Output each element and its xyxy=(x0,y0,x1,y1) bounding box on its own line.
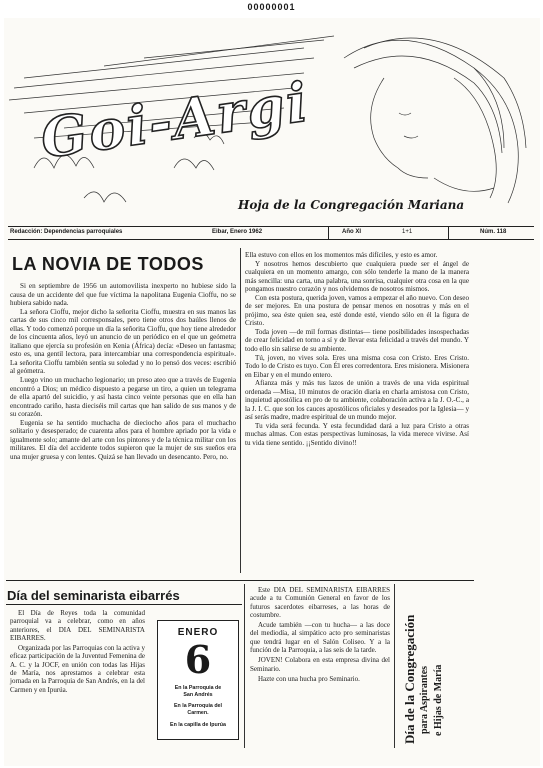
year-label: Año XI xyxy=(342,229,361,235)
column-divider xyxy=(394,584,395,748)
date-box xyxy=(157,620,239,740)
paragraph: Tu vida será fecunda. Y esta fecundidad dará a luz para Cristo a otras muchas almas. Con estas perspectivas luminosas, la vida merece vivirse. Así tu vida tiene sentido. ¡¡Sentido divino!! xyxy=(245,421,469,448)
article-column-2 xyxy=(245,251,469,448)
date-box-month: ENERO xyxy=(177,627,219,638)
date-box-line: En la Parroquia del xyxy=(174,703,222,709)
paragraph: Toda joven —de mil formas distintas— tiene posibilidades insospechadas de crear felicidad en torno a sí y de llevar esta felicidad a través del mundo. Y todo ello sin salirse de su ambiente. xyxy=(245,327,469,354)
paragraph: La señora Cioffu, mejor dicho la señorita Cioffu, muestra en sus manos las cartas de sus cinco mil corresponsales, pero tiene otros dos baúles llenos de ellas. Y todo comenzó porque un día la señorita Cioffu, que hoy tiene alrededor de los cincuenta años, leyó un anuncio de un periódico en el que un geómetra italiano que ejercía su profesión en Kenia (África) decía: «Deseo un fantasma; esto es, una gentil lectora, para intercambiar una correspondencia espiritual». La señorita Cioffu también sentía su soledad y no lo pensó dos veces: escribió al geómetra. xyxy=(10,307,236,376)
paragraph: Y nosotros hemos descubierto que cualquiera puede ser el ángel de cualquiera en un momento amargo, con sólo tenderle la mano de la manera más sencilla: una carta, una palabra, una sonrisa, cualquier otra cosa en la que pongamos nuestro corazón y nos olvidemos de nosotros mismos. xyxy=(245,259,469,294)
seminarista-column-1 xyxy=(10,609,145,696)
title-underline xyxy=(6,604,242,605)
paragraph: Tú, joven, no vives sola. Eres una misma cosa con Cristo. Eres Cristo. Todo lo de Cristo es tuyo. Con Él eres corredentora. Eres misionera. Misionera en Eibar y en el mundo entero. xyxy=(245,353,469,379)
date-box-line: Carmen. xyxy=(187,710,209,716)
date-box-line: San Andrés xyxy=(183,692,213,698)
info-separator xyxy=(448,227,449,239)
info-mark: 1+1 xyxy=(402,229,413,235)
paragraph: Afianza más y más tus lazos de unión a través de una vida espiritual ordenada —Misa, 10 minutos de oración diaria en charla amistosa con Cristo, inquietud apostólica en pro de tu ambiente, colaboración activa a la J. O.-C., a la J. I. C. que son los cauces apostólicos oficiales y deseados por la Iglesia— y así serás madre, madre espiritual de un mundo mejor. xyxy=(245,379,469,422)
paragraph: Acude también —con tu hucha— a las doce del mediodía, al simpático acto pro seminaristas que tendrá lugar en el Salón Coliseo. Y a la función de la Parroquia, a las seis de la tarde. xyxy=(250,621,390,655)
paragraph: Ella estuvo con ellos en los momentos más difíciles, y esto es amor. xyxy=(245,251,438,259)
paragraph: Hazte con una hucha pro Seminario. xyxy=(258,674,360,683)
masthead-subtitle: Hoja de la Congregación Mariana xyxy=(238,198,465,212)
paragraph: Luego vino un muchacho legionario; un preso ateo que a través de Eugenia encontró a Dios; un médico dispuesto a pegarse un tiro, a quien un telegrama de ella apartó del suicidio, y así hasta cinco veinte personas que en ella han encontrado cariño, hasta dieciséis mil cartas que han salido de sus manos y de su corazón. xyxy=(10,376,236,419)
paragraph: Este DIA DEL SEMINARISTA EIBARRES acude a tu Comunión General en favor de los futuros sacerdotes eibarreses, a las horas de costumbre. xyxy=(250,586,390,619)
issue-number: Núm. 118 xyxy=(480,229,507,235)
vertical-title-line: Día de la Congregación xyxy=(402,614,417,744)
vertical-title-line: para Aspirantes xyxy=(419,665,430,734)
paragraph: JOVEN! Colabora en esta empresa divina del Seminario. xyxy=(250,656,390,673)
section-rule xyxy=(6,580,474,581)
paragraph: Con esta postura, querida joven, vamos a empezar el año nuevo. Con deseo de ser mejores. En una postura de pensar menos en nosotras y más en el prójimo, sea éste quien sea, esté donde esté, viendo sólo en él la figura de Cristo. xyxy=(245,293,469,328)
article-headline: LA NOVIA DE TODOS xyxy=(12,254,204,274)
section-title: Día del seminarista eibarrés xyxy=(7,588,180,603)
paragraph: Organizada por las Parroquias con la activa y eficaz participación de la Juventud Femenina de A. C. y la JOCF, en unión con todas las Hijas de María, nos aprestamos a celebrar esta jornada en la Parroquia de San Andrés, en la del Carmen y en Ipurúa. xyxy=(10,644,145,694)
place-date: Eibar, Enero 1962 xyxy=(212,229,263,235)
column-divider xyxy=(240,248,241,573)
info-separator xyxy=(328,227,329,239)
paragraph: Si en septiembre de 1956 un automovilista inexperto no hubiese sido la causa de un accidente del que fue víctima la napolitana Eugenia Cioffu, no se hubiera sabido nada. xyxy=(10,282,236,308)
vertical-title-block xyxy=(398,584,448,750)
vertical-title-line: e Hijas de María xyxy=(433,664,444,736)
date-box-day: 6 xyxy=(184,637,212,682)
paragraph: Eugenia se ha sentido muchacha de dieciocho años para el muchacho solitario y desesperado; de cuarenta años para el hombre apriado por la vida e igualmente solo; amante del arte con los pintores y de la técnica militar con los militares. El día del accidente todos supieron que la mujer de sus sueños era una mujer gruesa y con lentes. Quizá se han llevado un desencanto. Pero, no. xyxy=(10,418,236,461)
column-divider xyxy=(244,584,245,748)
seminarista-column-2 xyxy=(250,586,390,685)
info-bar xyxy=(8,226,534,240)
masthead-title: Goi-Argi xyxy=(36,69,313,171)
paragraph: El Día de Reyes toda la comunidad parroquial va a celebrar, como en años anteriores, el DIA DEL SEMINARISTA EIBARRES. xyxy=(10,609,145,642)
document-id: 00000001 xyxy=(247,2,296,12)
redaccion-text: Redacción: Dependencias parroquiales xyxy=(10,229,123,235)
date-box-line: En la Parroquia de xyxy=(174,685,222,691)
date-box-line: En la capilla de Ipurúa xyxy=(170,722,226,728)
article-column-1 xyxy=(10,282,236,461)
